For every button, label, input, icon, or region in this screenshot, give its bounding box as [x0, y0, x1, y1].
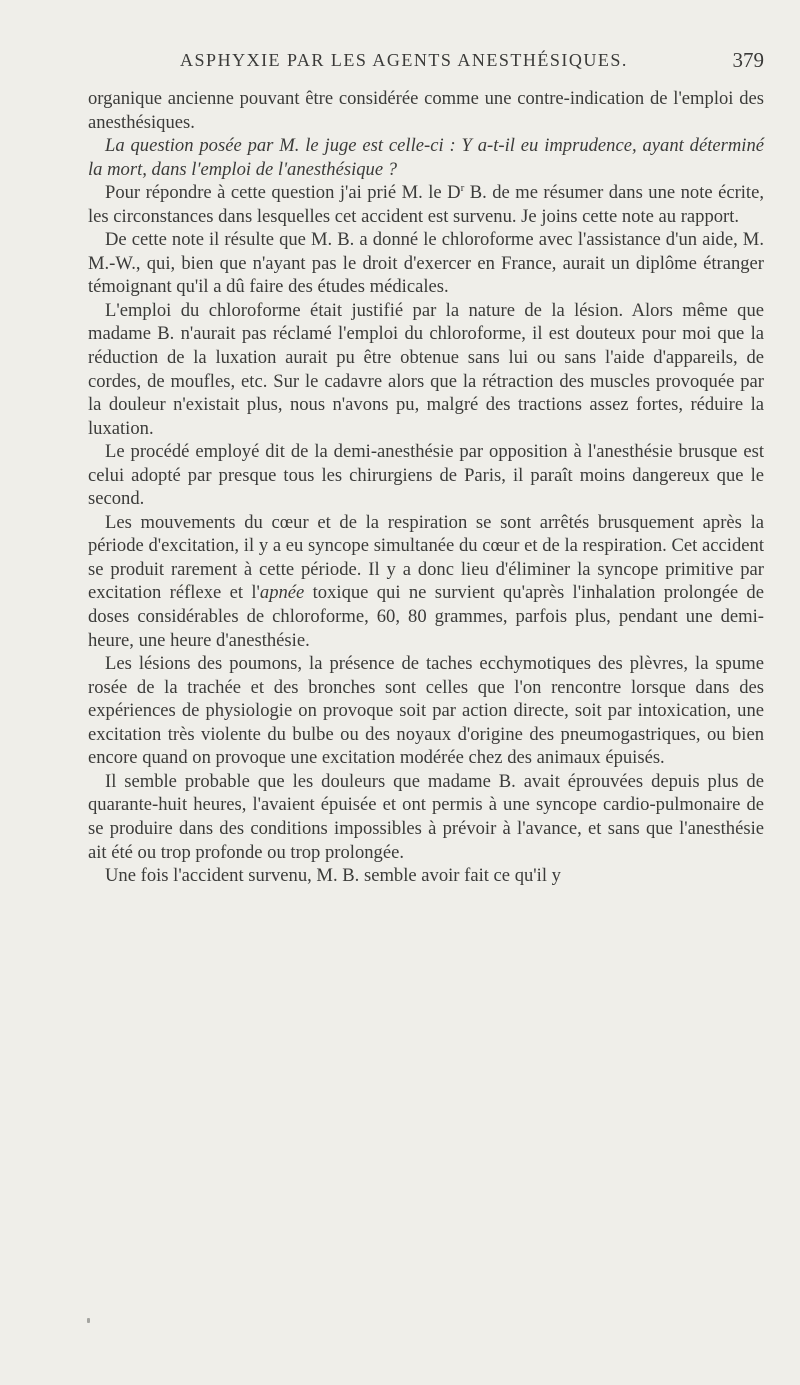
paragraph-after-accident: Une fois l'accident survenu, M. B. semble avoir fait ce qu'il y [105, 865, 561, 887]
paragraph-continuation: organique ancienne pouvant être considérée comme une contre-indication de l'emploi des anesthésiques. [88, 88, 764, 133]
ink-speck [87, 1318, 90, 1323]
paragraph-procedure: Le procédé employé dit de la demi-anesthésie par opposition à l'anesthésie brusque est celui adopté par presque tous les chirurgiens de Paris, il paraît moins dangereux que le second. [88, 441, 764, 510]
running-head [84, 46, 764, 86]
apnea-term: apnée [259, 582, 305, 604]
paragraph-syncope [88, 511, 764, 652]
paragraph-judge-question: La question posée par M. le juge est celle-ci : Y a-t-il eu imprudence, ayant déterminé la mort, dans l'emploi de l'anesthésique ? [88, 135, 764, 180]
syncope-text-b: toxique qui ne survient qu'après l'inhalation prolongée de doses considérables de chloroforme, 60, 80 grammes, parfois plus, pendant une demi-heure, une heure d'anesthésie. [88, 582, 764, 651]
note-request-text-a: Pour répondre à cette question j'ai prié M. le D [105, 182, 461, 204]
body-text [88, 87, 764, 888]
paragraph-probable-cause: Il semble probable que les douleurs que madame B. avait éprouvées depuis plus de quarante-huit heures, l'avaient épuisée et ont permis à une syncope cardio-pulmonaire de se produire dans des conditions impossibles à prévoir à l'avance, et sans que l'anesthésie ait été ou trop profonde ou trop prolongée. [88, 770, 764, 863]
note-request-text-b: B. de me résumer dans une note écrite, les circonstances dans lesquelles cet accident est survenu. Je joins cette note au rapport. [88, 182, 765, 227]
paragraph-lesions: Les lésions des poumons, la présence de taches ecchymotiques des plèvres, la spume rosée de la trachée et des bronches sont celles que l'on rencontre lorsque dans des expériences de physiologie on provoque soit par action directe, soit par intoxication, une excitation très violente du bulbe ou des noyaux d'origine des pneumogastriques, ou bien encore quand on provoque une excitation modérée chez des animaux épuisés. [88, 653, 764, 769]
paragraph-chloroform-justified: L'emploi du chloroforme était justifié par la nature de la lésion. Alors même que madame B. n'aurait pas réclamé l'emploi du chloroforme, il est douteux pour moi que la réduction de la luxation aurait pu être obtenue sans lui ou sans l'aide d'appareils, de cordes, de moufles, etc. Sur le cadavre alors que la rétraction des muscles provoquée par la douleur n'existait plus, nous n'avons pu, malgré des tractions assez fortes, réduire la luxation. [88, 299, 764, 439]
syncope-text-a: Les mouvements du cœur et de la respiration se sont arrêtés brusquement après la période d'excitation, il y a eu syncope simultanée du cœur et de la respiration. Cet accident se produit rarement à cette période. Il y a donc lieu d'éliminer la syncope primitive par excitation réflexe et l' [88, 511, 764, 604]
doctor-abbrev-superscript: r [460, 182, 465, 194]
page-number: 379 [732, 48, 764, 72]
running-title: ASPHYXIE PAR LES AGENTS ANESTHÉSIQUES. [180, 50, 628, 70]
paragraph-note-request [88, 181, 764, 228]
paragraph-note-summary: De cette note il résulte que M. B. a donné le chloroforme avec l'assistance d'un aide, M. M.-W., qui, bien que n'ayant pas le droit d'exercer en France, aurait un diplôme étranger témoignant qu'il a dû faire des études médicales. [88, 229, 764, 298]
